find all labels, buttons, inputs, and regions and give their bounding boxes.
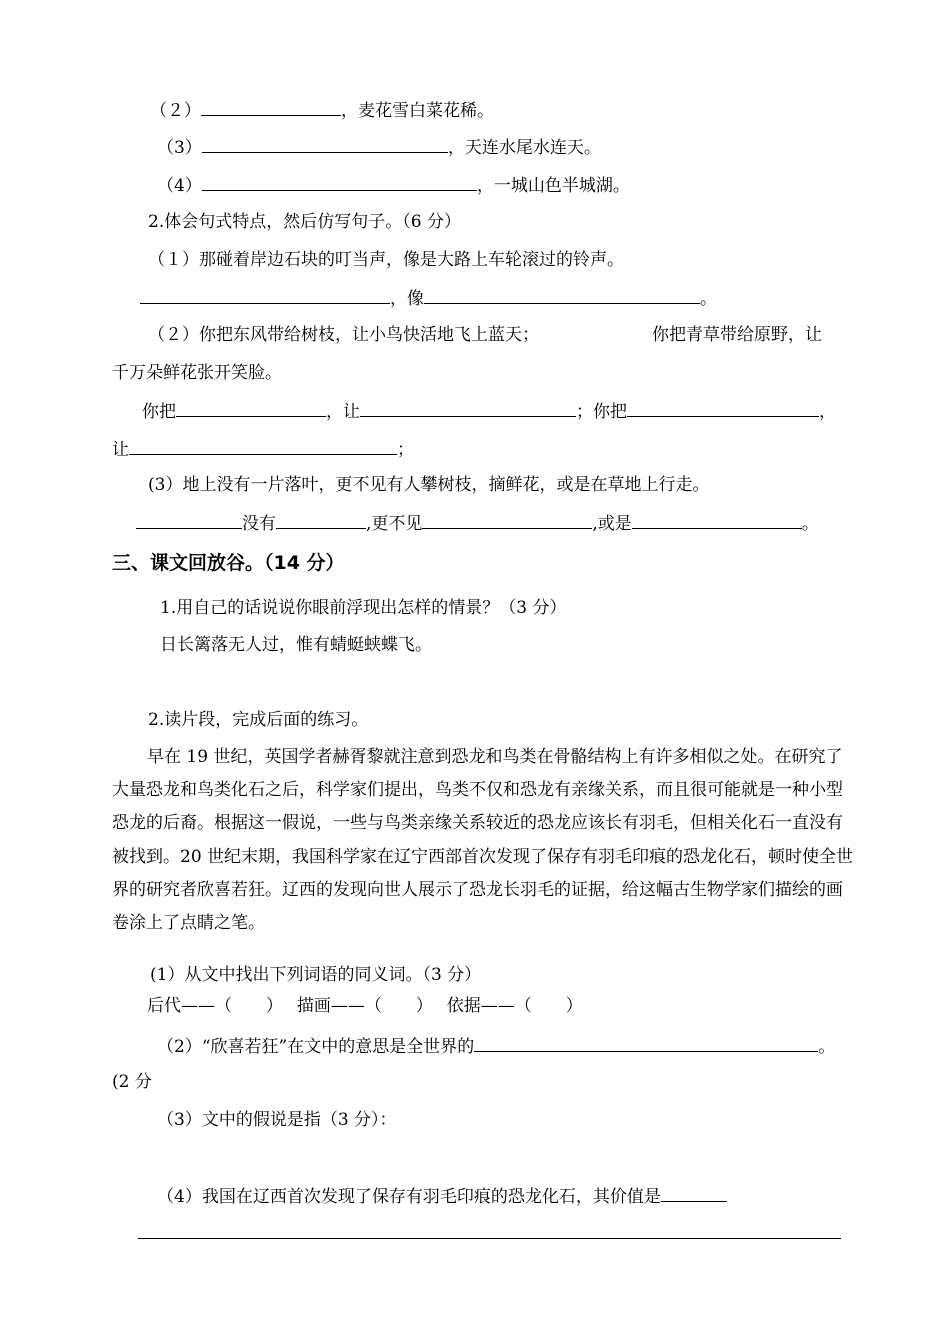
section-heading: 三、课文回放谷。（14 分） xyxy=(112,552,345,574)
imitation-line-3 xyxy=(136,510,819,536)
answer-blank[interactable] xyxy=(276,510,366,529)
question-title: 2.体会句式特点，然后仿写句子。（6 分） xyxy=(148,212,461,232)
connector-text: ,或是 xyxy=(592,514,632,534)
period: 。 xyxy=(700,289,717,309)
connector-text: ， xyxy=(819,402,836,422)
answer-blank[interactable] xyxy=(129,436,397,455)
imitation-line-2b xyxy=(112,436,414,462)
answer-blank[interactable] xyxy=(632,510,802,529)
subquestion-2 xyxy=(157,1033,835,1059)
exercise-item-3 xyxy=(157,134,601,160)
answer-blank[interactable] xyxy=(202,172,477,191)
connector-text: 你把 xyxy=(142,402,176,422)
subquestion-3: （3）文中的假说是指（3 分）： xyxy=(157,1110,397,1130)
answer-blank[interactable] xyxy=(176,398,326,417)
example-sentence-2b: 你把青草带给原野，让 xyxy=(652,325,822,345)
answer-blank[interactable] xyxy=(202,134,448,153)
poem-line: ，一城山色半城湖。 xyxy=(476,176,630,196)
connector-text: 没有 xyxy=(242,514,276,534)
connector-text: 。 xyxy=(801,514,819,534)
exercise-item-2 xyxy=(150,97,494,123)
example-sentence-1: （１）那碰着岸边石块的叮当声，像是大路上车轮滚过的铃声。 xyxy=(148,250,624,270)
answer-line[interactable] xyxy=(138,1238,841,1239)
answer-blank[interactable] xyxy=(474,1033,818,1052)
imitation-line-2 xyxy=(142,398,836,424)
item-number: （4） xyxy=(157,176,202,196)
example-sentence-2a: （２）你把东风带给树枝，让小鸟快活地飞上蓝天； xyxy=(148,325,539,345)
example-sentence-2c: 千万朵鲜花张开笑脸。 xyxy=(112,363,282,383)
connector-text: ，让 xyxy=(326,402,360,422)
poem-line: ，天连水尾水连天。 xyxy=(447,138,601,158)
imitation-line-1 xyxy=(140,285,717,311)
example-sentence-3: (3）地上没有一片落叶，更不见有人攀树枝，摘鲜花，或是在草地上行走。 xyxy=(148,475,710,495)
subquestion-1: (1）从文中找出下列词语的同义词。（3 分） xyxy=(150,965,482,985)
answer-blank[interactable] xyxy=(201,97,341,116)
answer-blank[interactable] xyxy=(140,285,390,304)
question-title: 2.读片段，完成后面的练习。 xyxy=(148,710,369,730)
item-number: （3） xyxy=(157,138,202,158)
score-note: (2 分 xyxy=(112,1072,152,1092)
question-title: 1.用自己的话说说你眼前浮现出怎样的情景？（3 分） xyxy=(160,598,567,618)
connector-text: 让 xyxy=(112,440,129,460)
poem-line: 日长篱落无人过，惟有蜻蜓蛱蝶飞。 xyxy=(160,635,432,655)
reading-passage: 早在 19 世纪，英国学者赫胥黎就注意到恐龙和鸟类在骨骼结构上有许多相似之处。在研究了大量恐龙和鸟类化石之后，科学家们提出，鸟类不仅和恐龙有亲缘关系，而且很可能就是一种小型恐龙的后裔。根据这一假说，一些与鸟类亲缘关系较近的恐龙应该长有羽毛，但相关化石一直没有被找到。20 世纪末期，我国科学家在辽宁西部首次发现了保存有羽毛印痕的恐龙化石，顿时使全世界的研究者欣喜若狂。辽西的发现向世人展示了恐龙长羽毛的证据，给这幅古生物学家们描绘的画卷涂上了点睛之笔。 xyxy=(112,747,854,934)
period: 。 xyxy=(818,1037,836,1057)
answer-blank[interactable] xyxy=(360,398,576,417)
subquestion-text: （2）“欣喜若狂”在文中的意思是全世界的 xyxy=(157,1037,475,1057)
connector-text: ；你把 xyxy=(576,402,627,422)
connector-text: ,更不见 xyxy=(366,514,423,534)
subquestion-4 xyxy=(157,1183,727,1209)
connector-text: ，像 xyxy=(390,289,424,309)
answer-blank[interactable] xyxy=(136,510,242,529)
answer-blank[interactable] xyxy=(422,510,592,529)
connector-text: ； xyxy=(397,440,414,460)
exercise-item-4 xyxy=(157,172,630,198)
answer-blank[interactable] xyxy=(424,285,700,304)
answer-blank[interactable] xyxy=(661,1183,727,1202)
item-number: （２） xyxy=(150,101,201,121)
answer-blank[interactable] xyxy=(627,398,819,417)
synonym-blanks[interactable]: 后代——（ ） 描画——（ ） 依据——（ ） xyxy=(147,996,583,1016)
poem-line: ，麦花雪白菜花稀。 xyxy=(341,101,494,121)
subquestion-text: （4）我国在辽西首次发现了保存有羽毛印痕的恐龙化石，其价值是 xyxy=(157,1187,661,1207)
